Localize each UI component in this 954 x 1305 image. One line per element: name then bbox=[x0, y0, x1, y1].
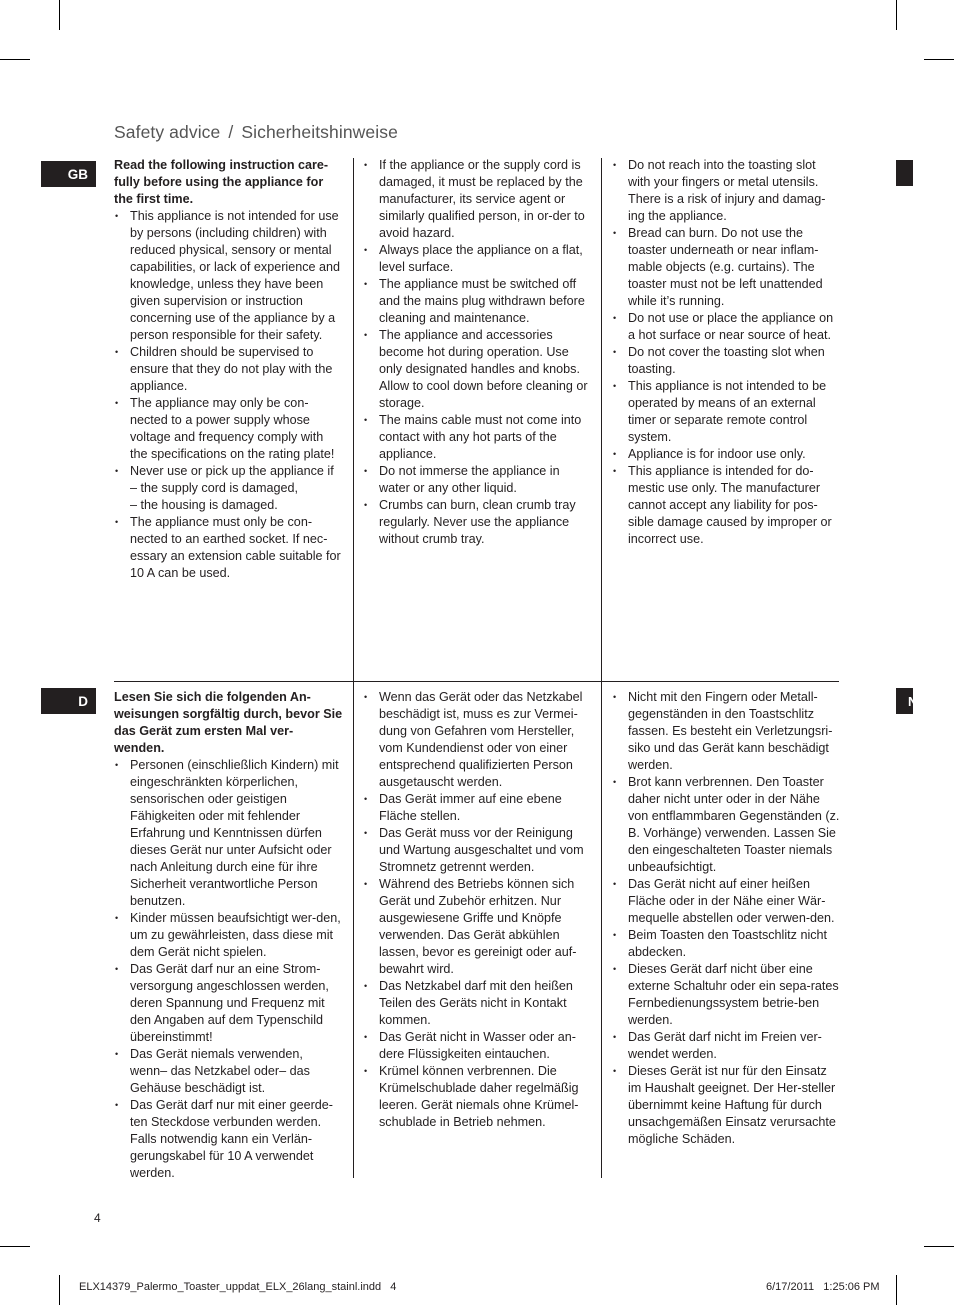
list-item: • Do not use or place the appliance on a hot surface or near source of heat. bbox=[612, 310, 840, 344]
list-item: • Das Gerät niemals verwenden, wenn– das Netzkabel oder– das Gehäuse beschädigt ist. bbox=[114, 1046, 343, 1097]
list-item: • Nicht mit den Fingern oder Metall-gegenständen in den Toastschlitz fassen. Es besteht ein Verletzungsri-siko und das Gerät kann beschädigt werden. bbox=[612, 689, 841, 774]
list-item: • Beim Toasten den Toastschlitz nicht abdecken. bbox=[612, 927, 841, 961]
gb-column-1 bbox=[114, 157, 342, 582]
list-item: • This appliance is intended for do-mestic use only. The manufacturer cannot accept any liability for pos-sible damage caused by improper or incorrect use. bbox=[612, 463, 840, 548]
list-item: • Dieses Gerät ist nur für den Einsatz im Haushalt geeignet. Der Her-steller übernimmt keine Haftung für durch unsachgemäßen Einsatz verursachte mögliche Schäden. bbox=[612, 1063, 841, 1148]
language-tab-d: D bbox=[41, 688, 96, 714]
list-item: • Kinder müssen beaufsichtigt wer-den, um zu gewährleisten, dass diese mit dem Gerät nicht spielen. bbox=[114, 910, 343, 961]
d-list-2 bbox=[363, 689, 592, 1131]
list-item: • Do not immerse the appliance in water or any other liquid. bbox=[363, 463, 592, 497]
gb-intro: Read the following instruction care-fully before using the appliance for the first time. bbox=[114, 158, 329, 206]
list-item: • Das Gerät nicht in Wasser oder an-dere Flüssigkeiten eintauchen. bbox=[363, 1029, 592, 1063]
d-list-3 bbox=[612, 689, 841, 1148]
gb-column-2 bbox=[363, 157, 592, 548]
d-column-2 bbox=[363, 689, 592, 1131]
list-item: • This appliance is not intended for use by persons (including children) with reduced physical, sensory or mental capabilities, or lack of experience and knowledge, unless they have been given supervision or instruction concerning use of the appliance by a person responsible for their safety. bbox=[114, 208, 342, 344]
d-list-1 bbox=[114, 757, 343, 1182]
list-item: • Appliance is for indoor use only. bbox=[612, 446, 840, 463]
footer-file-name: ELX14379_Palermo_Toaster_uppdat_ELX_26lang_stainl.indd 4 bbox=[79, 1281, 397, 1293]
gb-list-1 bbox=[114, 208, 342, 582]
list-item: • This appliance is not intended to be operated by means of an external timer or separate remote control system. bbox=[612, 378, 840, 446]
list-item: • Wenn das Gerät oder das Netzkabel beschädigt ist, muss es zur Vermei-dung von Gefahren vom Hersteller, vom Kundendienst oder von einer entsprechend qualifizierten Person ausgetauscht werden. bbox=[363, 689, 592, 791]
d-column-1 bbox=[114, 689, 343, 1182]
footer-timestamp: 6/17/2011 1:25:06 PM bbox=[766, 1281, 880, 1293]
section-divider bbox=[114, 681, 839, 682]
crop-mark bbox=[896, 1275, 897, 1305]
crop-mark bbox=[0, 1246, 30, 1247]
edge-tab-upper bbox=[896, 160, 913, 186]
page-title bbox=[114, 122, 398, 143]
list-item: • If the appliance or the supply cord is damaged, it must be replaced by the manufacturer, its service agent or similarly qualified person, in or-der to avoid hazard. bbox=[363, 157, 592, 242]
list-item: • Das Gerät immer auf eine ebene Fläche stellen. bbox=[363, 791, 592, 825]
list-item: • The appliance may only be con-nected to a power supply whose voltage and frequency comply with the specifications on the rating plate! bbox=[114, 395, 342, 463]
edge-tab-lower: N bbox=[896, 688, 913, 714]
column-divider bbox=[353, 158, 354, 1178]
list-item: • Krümel können verbrennen. Die Krümelschublade daher regelmäßig leeren. Gerät niemals ohne Krümel-schublade in Betrieb nehmen. bbox=[363, 1063, 592, 1131]
list-item: • Children should be supervised to ensure that they do not play with the appliance. bbox=[114, 344, 342, 395]
list-item: • Dieses Gerät darf nicht über eine externe Schaltuhr oder ein sepa-rates Fernbedienungssystem betrie-ben werden. bbox=[612, 961, 841, 1029]
list-item: • The mains cable must not come into contact with any hot parts of the appliance. bbox=[363, 412, 592, 463]
list-item-text: Never use or pick up the appliance if bbox=[130, 464, 334, 478]
list-item: • The appliance and accessories become hot during operation. Use only designated handles and knobs. Allow to cool down before cleaning or storage. bbox=[363, 327, 592, 412]
list-item: • Bread can burn. Do not use the toaster underneath or near inflam-mable objects (e.g. curtains). The toaster must not be left unattended while it’s running. bbox=[612, 225, 840, 310]
list-item: • Das Gerät muss vor der Reinigung und Wartung ausgeschaltet und vom Stromnetz getrennt werden. bbox=[363, 825, 592, 876]
list-item: • Das Gerät darf nur mit einer geerde-ten Steckdose verbunden werden. Falls notwendig kann ein Verlän-gerungskabel für 10 A verwendet werden. bbox=[114, 1097, 343, 1182]
column-divider bbox=[601, 158, 602, 1178]
list-item: • The appliance must only be con-nected to an earthed socket. If nec-essary an extension cable suitable for 10 A can be used. bbox=[114, 514, 342, 582]
list-item: • Crumbs can burn, clean crumb tray regularly. Never use the appliance without crumb tray. bbox=[363, 497, 592, 548]
sub-item: – the housing is damaged. bbox=[130, 498, 278, 512]
list-item: • Brot kann verbrennen. Den Toaster daher nicht unter oder in der Nähe von entflammbaren Gegenständen (z. B. Vorhänge) verwenden. Lassen Sie den eingeschalteten Toaster niemals unbeaufsichtigt. bbox=[612, 774, 841, 876]
d-column-3 bbox=[612, 689, 841, 1148]
list-item: • Always place the appliance on a flat, level surface. bbox=[363, 242, 592, 276]
gb-list-2 bbox=[363, 157, 592, 548]
list-item: • Das Gerät nicht auf einer heißen Fläche oder in der Nähe einer Wär-mequelle abstellen oder verwen-den. bbox=[612, 876, 841, 927]
list-item bbox=[114, 463, 342, 514]
list-item: • Während des Betriebs können sich Gerät und Zubehör erhitzen. Nur ausgewiesene Griffe und Knöpfe verwenden. Das Gerät abkühlen lassen, bevor es gereinigt oder auf-bewahrt wird. bbox=[363, 876, 592, 978]
gb-column-3 bbox=[612, 157, 840, 548]
list-item: • Do not cover the toasting slot when toasting. bbox=[612, 344, 840, 378]
d-intro: Lesen Sie sich die folgenden An-weisungen sorgfältig durch, bevor Sie das Gerät zum ersten Mal ver-wenden. bbox=[114, 690, 343, 755]
title-separator: / bbox=[228, 122, 234, 142]
page-number: 4 bbox=[94, 1211, 101, 1225]
title-german: Sicherheitshinweise bbox=[241, 122, 398, 142]
gb-list-3 bbox=[612, 157, 840, 548]
sub-item: – the supply cord is damaged, bbox=[130, 481, 299, 495]
crop-mark bbox=[0, 59, 30, 60]
list-item: • Das Gerät darf nur an eine Strom-versorgung angeschlossen werden, deren Spannung und Frequenz mit den Angaben auf dem Typenschild übereinstimmt! bbox=[114, 961, 343, 1046]
list-item: • Das Gerät darf nicht im Freien ver-wendet werden. bbox=[612, 1029, 841, 1063]
crop-mark bbox=[896, 0, 897, 30]
crop-mark bbox=[924, 59, 954, 60]
crop-mark bbox=[924, 1246, 954, 1247]
list-item: • Do not reach into the toasting slot with your fingers or metal utensils. There is a risk of injury and damag-ing the appliance. bbox=[612, 157, 840, 225]
title-english: Safety advice bbox=[114, 122, 221, 142]
crop-mark bbox=[59, 0, 60, 30]
list-item: • Personen (einschließlich Kindern) mit eingeschränkten körperlichen, sensorischen oder geistigen Fähigkeiten oder mit fehlender Erfahrung und Kenntnissen dürfen dieses Gerät nur unter Aufsicht oder nach Anleitung durch eine für ihre Sicherheit verantwortliche Person benutzen. bbox=[114, 757, 343, 910]
crop-mark bbox=[59, 1275, 60, 1305]
language-tab-gb: GB bbox=[41, 161, 96, 187]
list-item: • Das Netzkabel darf mit den heißen Teilen des Geräts nicht in Kontakt kommen. bbox=[363, 978, 592, 1029]
list-item: • The appliance must be switched off and the mains plug withdrawn before cleaning and maintenance. bbox=[363, 276, 592, 327]
